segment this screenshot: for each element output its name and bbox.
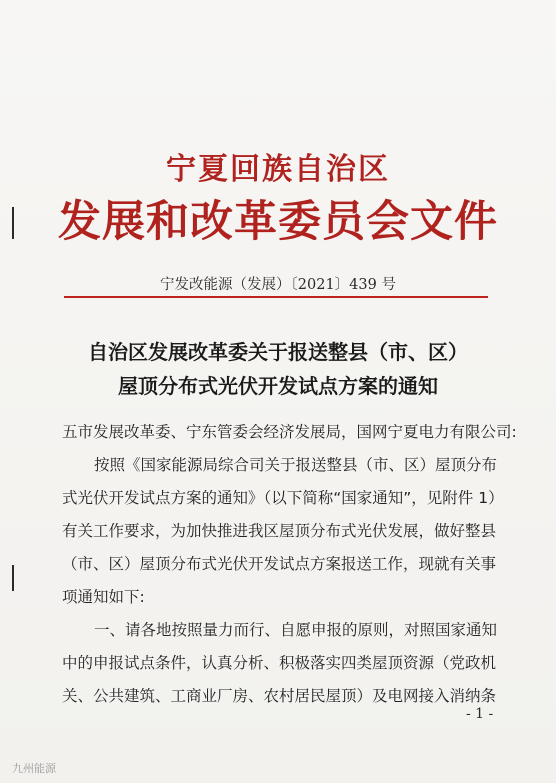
body-line: 式光伏开发试点方案的通知》（以下简称“国家通知”，见附件 1） xyxy=(62,489,504,507)
body-line: 项通知如下: xyxy=(62,588,145,606)
body-line: 关、公共建筑、工商业厂房、农村居民屋顶）及电网接入消纳条 xyxy=(62,687,497,705)
issuer-line-1: 宁夏回族自治区 xyxy=(166,152,390,187)
body-line: 五市发展改革委、宁东管委会经济发展局，国网宁夏电力有限公司: xyxy=(62,423,517,441)
source-watermark: 九州能源 xyxy=(12,762,56,775)
issuer-line-2: 发展和改革委员会文件 xyxy=(58,197,498,247)
body-line: 中的申报试点条件，认真分析、积极落实四类屋顶资源（党政机 xyxy=(62,654,497,672)
red-divider xyxy=(64,296,488,298)
page-number: - 1 - xyxy=(466,706,494,722)
scan-edge-mark xyxy=(12,565,14,591)
title-line-1: 自治区发展改革委关于报送整县（市、区） xyxy=(88,340,468,364)
body-line: 有关工作要求，为加快推进我区屋顶分布式光伏发展，做好整县 xyxy=(62,522,497,540)
body-line: 一、请各地按照量力而行、自愿申报的原则，对照国家通知 xyxy=(94,621,498,639)
title-line-2: 屋顶分布式光伏开发试点方案的通知 xyxy=(118,374,438,398)
body-line: 按照《国家能源局综合司关于报送整县（市、区）屋顶分布 xyxy=(94,456,498,474)
document-number: 宁发改能源（发展）〔2021〕439 号 xyxy=(160,277,396,293)
body-line: （市、区）屋顶分布式光伏开发试点方案报送工作，现就有关事 xyxy=(62,555,497,573)
